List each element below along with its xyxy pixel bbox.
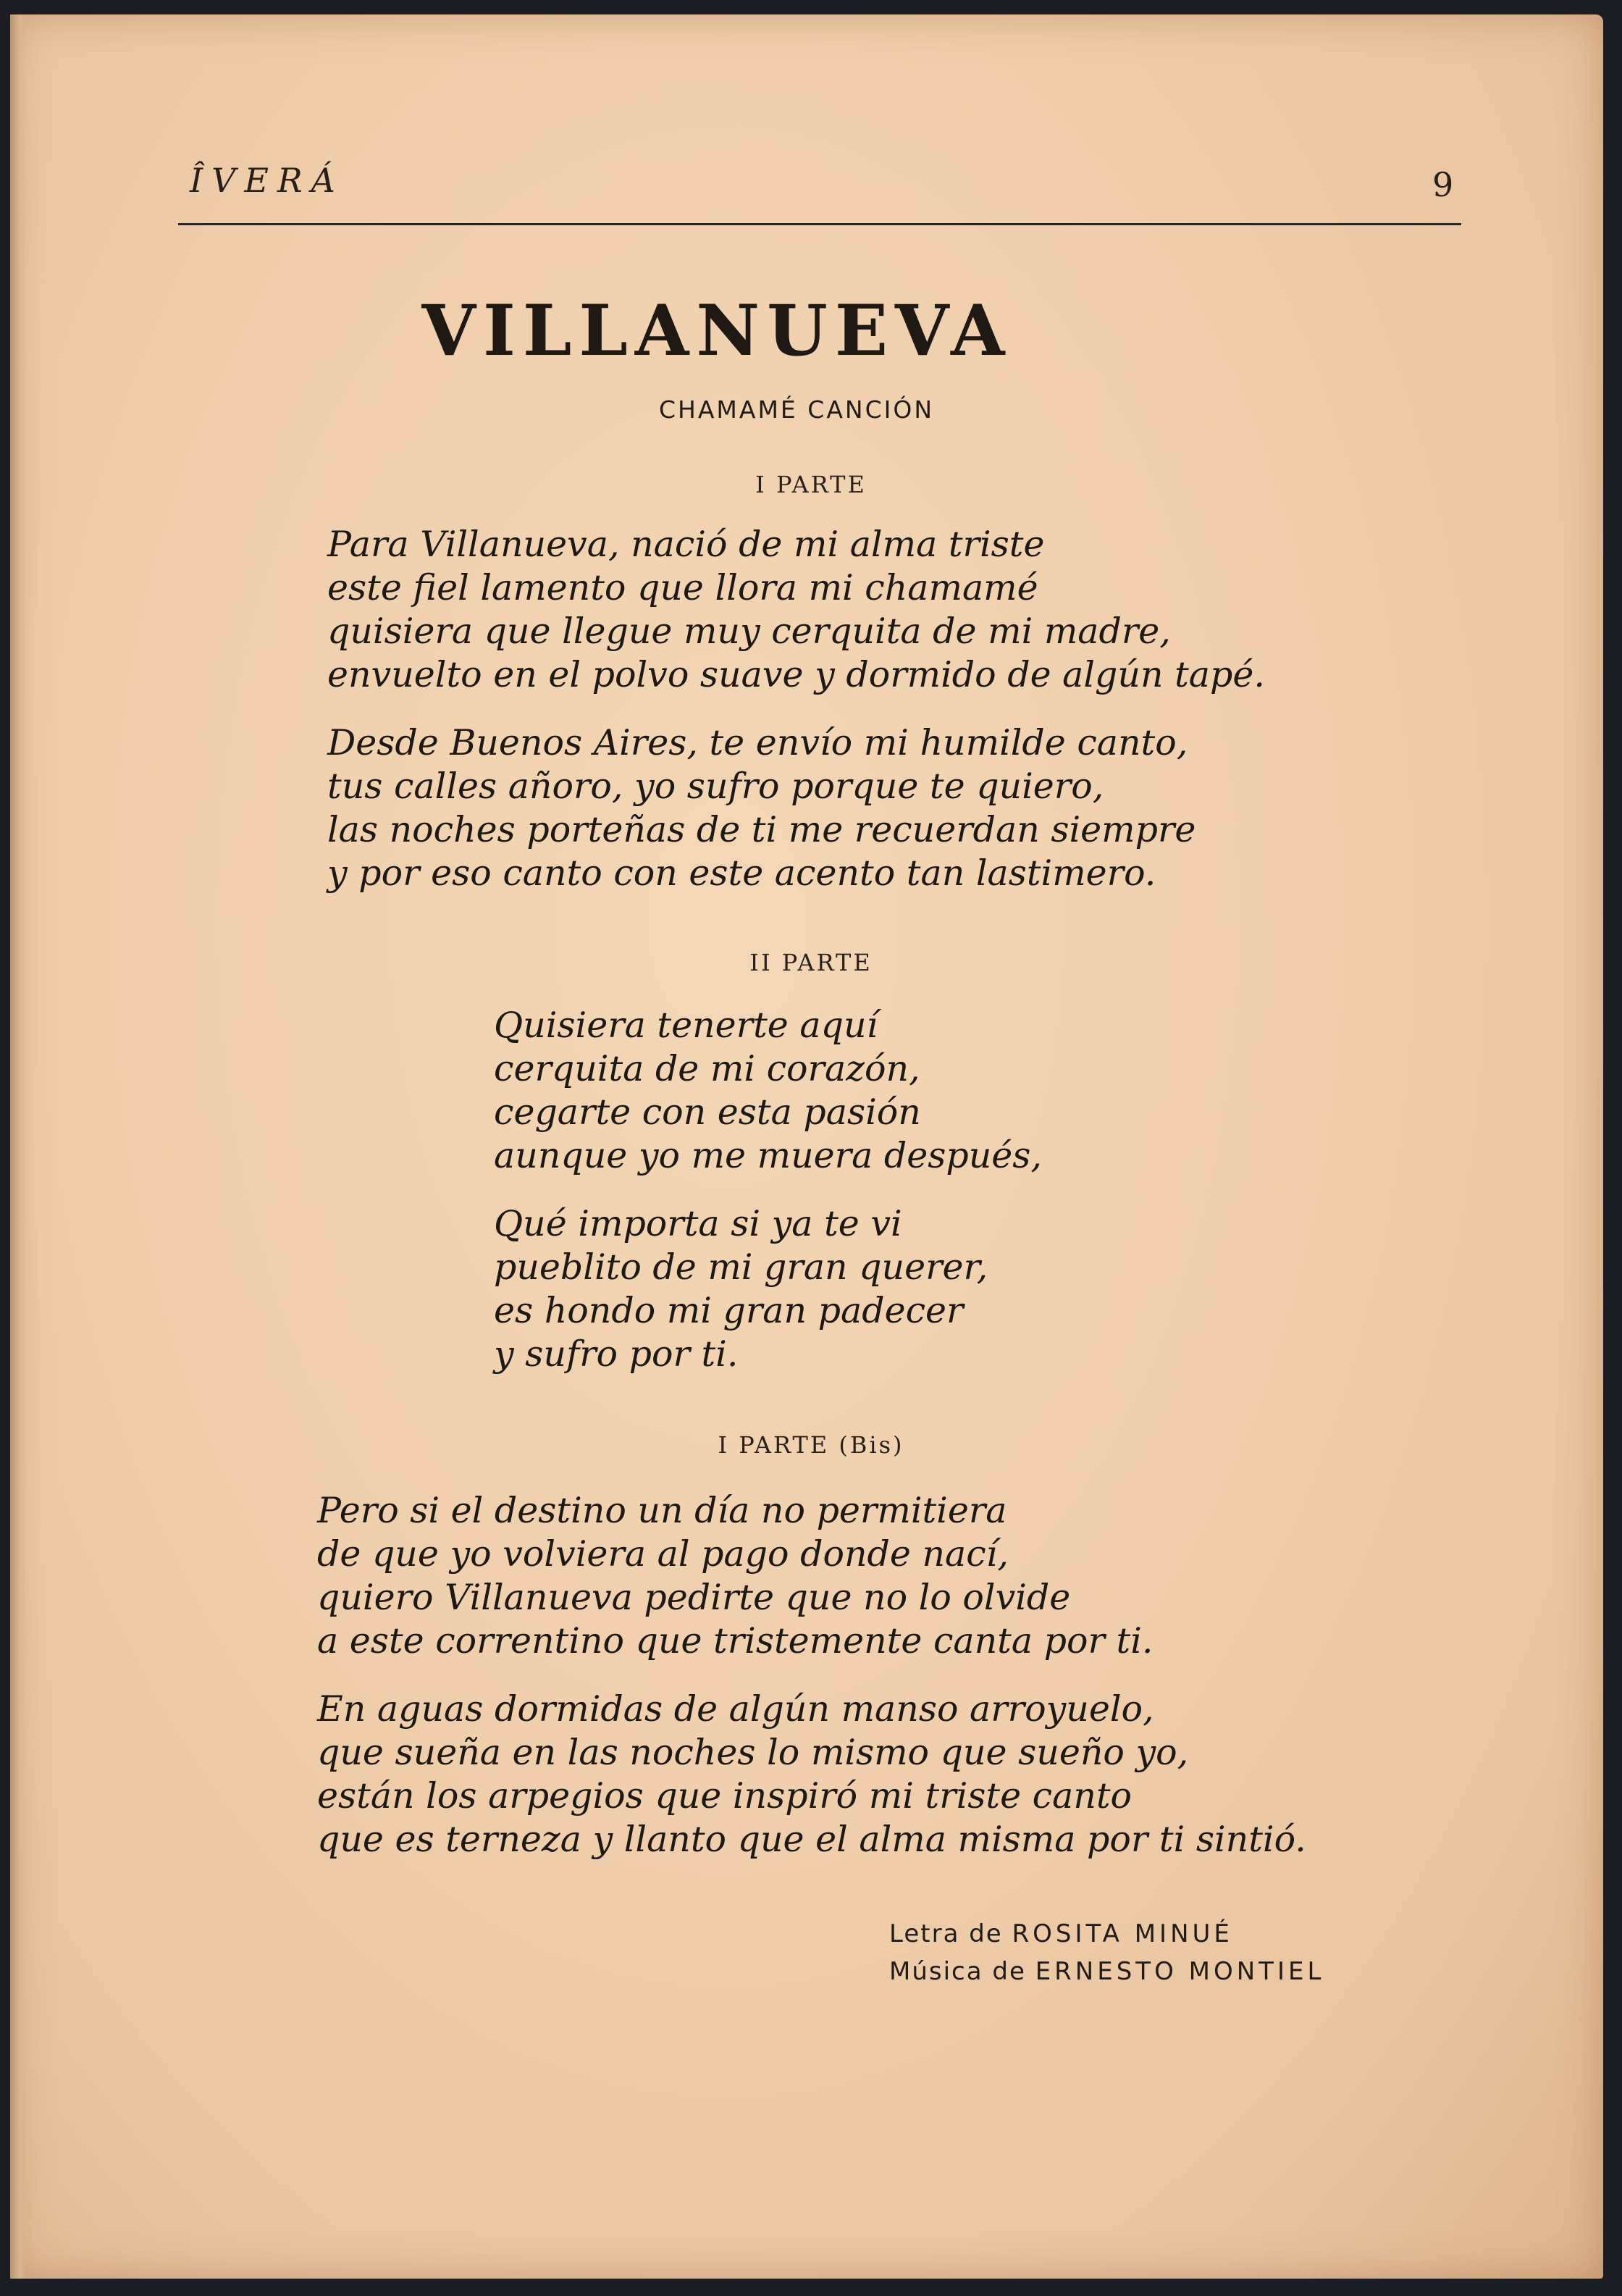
- music-credit-prefix: Música de: [889, 1957, 1026, 1986]
- verse-line: Pero si el destino un día no permitiera: [317, 1490, 1007, 1531]
- lyrics-author: ROSITA MINUÉ: [1012, 1919, 1233, 1948]
- verse-line: tus calles añoro, yo sufro porque te quiero,: [327, 766, 1104, 807]
- header-rule: [178, 223, 1461, 225]
- verse-line: de que yo volviera al pago donde nací,: [317, 1533, 1009, 1575]
- verse-line: y sufro por ti.: [494, 1333, 739, 1375]
- music-author: ERNESTO MONTIEL: [1035, 1957, 1325, 1986]
- verse-line: envuelto en el polvo suave y dormido de algún tapé.: [327, 654, 1265, 695]
- running-title: ÎVERÁ: [190, 161, 344, 200]
- verse-line: es hondo mi gran padecer: [494, 1290, 964, 1331]
- lyrics-credit-prefix: Letra de: [889, 1919, 1003, 1948]
- stanza-1: [327, 523, 1265, 697]
- song-subtitle: CHAMAMÉ CANCIÓN: [658, 395, 935, 424]
- verse-line: aunque yo me muera después,: [494, 1135, 1043, 1176]
- verse-line: cegarte con esta pasión: [494, 1092, 921, 1133]
- stanza-4: [494, 1202, 988, 1376]
- verse-line: están los arpegios que inspiró mi triste canto: [317, 1775, 1133, 1817]
- verse-line: pueblito de mi gran querer,: [494, 1247, 988, 1288]
- stanza-2: [327, 721, 1196, 895]
- verse-line: las noches porteñas de ti me recuerdan siempre: [327, 809, 1196, 850]
- lyrics-credit: [889, 1915, 1324, 1953]
- verse-line: Qué importa si ya te vi: [494, 1203, 902, 1244]
- song-credits: [889, 1915, 1324, 1990]
- verse-line: quisiera que llegue muy cerquita de mi madre,: [327, 611, 1171, 652]
- verse-line: que es terneza y llanto que el alma misma por ti sintió.: [317, 1819, 1306, 1860]
- verse-line: y por eso canto con este acento tan lastimero.: [327, 852, 1156, 894]
- verse-line: este fiel lamento que llora mi chamamé: [327, 567, 1038, 608]
- stanza-6: [317, 1688, 1306, 1861]
- verse-line: a este correntino que tristemente canta por ti.: [317, 1620, 1154, 1662]
- music-credit: [889, 1953, 1324, 1990]
- stanza-5: [317, 1489, 1153, 1663]
- stanza-3: [494, 1004, 1042, 1178]
- section-label-part-1: I PARTE: [755, 471, 867, 498]
- verse-line: que sueña en las noches lo mismo que sueño yo,: [317, 1732, 1189, 1773]
- page-number: 9: [1432, 165, 1454, 204]
- section-label-part-1-bis: I PARTE (Bis): [718, 1431, 904, 1459]
- section-label-part-2: II PARTE: [749, 949, 873, 976]
- verse-line: Para Villanueva, nació de mi alma triste: [327, 524, 1045, 565]
- song-title: VILLANUEVA: [421, 290, 1012, 372]
- verse-line: En aguas dormidas de algún manso arroyuelo,: [317, 1688, 1154, 1730]
- verse-line: cerquita de mi corazón,: [494, 1048, 920, 1089]
- verse-line: quiero Villanueva pedirte que no lo olvide: [317, 1577, 1071, 1618]
- verse-line: Quisiera tenerte aquí: [494, 1005, 878, 1046]
- verse-line: Desde Buenos Aires, te envío mi humilde canto,: [327, 722, 1188, 763]
